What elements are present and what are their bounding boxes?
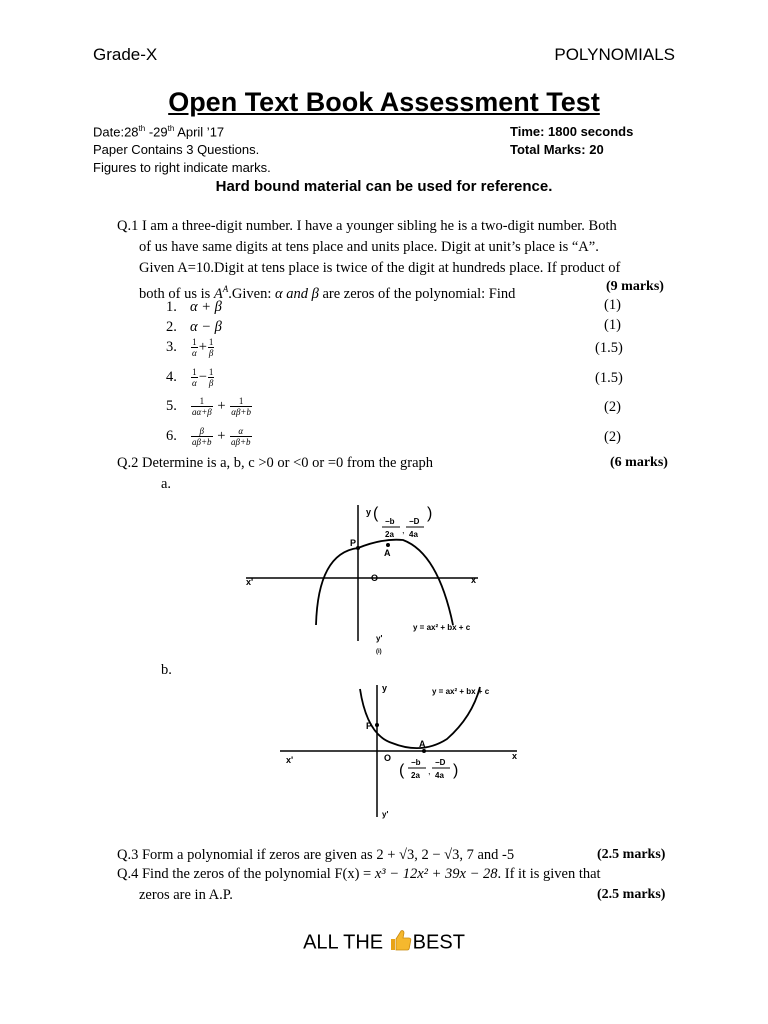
marks-info: Figures to right indicate marks. <box>93 160 271 175</box>
topic-label: POLYNOMIALS <box>554 45 675 64</box>
q1-line-4: both of us is $A^A.Given$: α and β are zeros of the polynomial: Find <box>139 284 516 302</box>
reference-note: Hard bound material can be used for reference. <box>215 178 553 195</box>
svg-text:,: , <box>402 525 405 535</box>
graph-a-equation: y = ax² + bx + c <box>413 623 471 632</box>
svg-text:−b: −b <box>411 758 421 767</box>
q2-text: Q.2 Determine is a, b, c >0 or <0 or =0 from the graph <box>117 455 434 471</box>
graph-a <box>238 493 534 663</box>
svg-text:,: , <box>428 766 431 776</box>
q1-item-4-marks: (1.5) <box>595 370 623 386</box>
graph-a-xprime-label: x' <box>246 577 254 587</box>
q4-marks: (2.5 marks) <box>597 887 666 902</box>
thumbs-up-icon <box>389 928 413 958</box>
graph-b-equation: y = ax² + bx + c <box>432 687 490 696</box>
svg-text:): ) <box>453 762 459 779</box>
graph-b <box>272 677 542 827</box>
q1-line-2: of us have same digits at tens place and units place. Digit at unit’s place is “A”. <box>139 239 599 255</box>
q1-item-5: 5. $\frac{1}{a\alpha+\beta}$ + $\frac{1}{\alpha\beta+b}$ <box>166 396 251 418</box>
svg-text:−D: −D <box>435 758 446 767</box>
svg-text:): ) <box>427 505 433 522</box>
q1-item-3-marks: (1.5) <box>595 340 623 356</box>
graph-b-p-label: P <box>366 721 373 731</box>
svg-text:(: ( <box>399 762 405 779</box>
time-info: Time: 1800 seconds <box>510 124 634 139</box>
graph-b-vertex <box>422 749 426 753</box>
q4-line-1: Q.4 Find the zeros of the polynomial F(x) = x³ − 12x² + 39x − 28. If it is given that <box>117 866 601 882</box>
graph-b-vertex-label: A <box>419 739 426 749</box>
graph-a-vertex-label: A <box>384 548 391 558</box>
q2-label-b: b. <box>161 662 172 678</box>
q1-item-5-marks: (2) <box>604 399 621 415</box>
svg-text:−D: −D <box>409 517 420 526</box>
graph-b-point-p <box>375 723 379 727</box>
graph-b-y-label: y <box>382 683 388 693</box>
q1-item-3: 3. $\frac{1}{\alpha}$ + $\frac{1}{\beta}$ <box>166 337 214 359</box>
closing-message: ALL THE BEST <box>0 928 768 958</box>
q1-item-1-marks: (1) <box>604 297 621 313</box>
q1-marks: (9 marks) <box>606 279 664 294</box>
graph-a-point-p <box>356 546 360 550</box>
graph-b-x-label: x <box>512 751 518 761</box>
graph-a-origin-label: O <box>371 573 379 583</box>
total-marks: Total Marks: 20 <box>510 142 604 157</box>
svg-text:−b: −b <box>385 517 395 526</box>
grade-label: Grade-X <box>93 45 158 64</box>
svg-text:2a: 2a <box>411 771 420 780</box>
graph-a-yprime-label: y' <box>376 634 383 643</box>
q1-line-3: Given A=10.Digit at tens place is twice of the digit at hundreds place. If product of <box>139 260 621 276</box>
q1-item-4: 4. $\frac{1}{\alpha}$ − $\frac{1}{\beta}$ <box>166 367 214 389</box>
q1-item-2-marks: (1) <box>604 317 621 333</box>
q1-item-6: 6. $\frac{\beta}{a\beta+b}$ + $\frac{\alpha}{a\beta+b}$ <box>166 426 251 448</box>
graph-a-y-label: y <box>366 507 372 517</box>
q1-item-6-marks: (2) <box>604 429 621 445</box>
graph-a-p-label: P <box>350 538 357 548</box>
q1-item-2: 2. α − β <box>166 319 222 335</box>
q4-line-2: zeros are in A.P. <box>139 887 233 903</box>
q3-marks: (2.5 marks) <box>597 847 666 862</box>
page-title: Open Text Book Assessment Test <box>168 87 600 117</box>
q1-item-1: 1. α + β <box>166 299 222 315</box>
svg-text:2a: 2a <box>385 530 394 539</box>
date-line: Date:28th -29th April ’17 <box>93 124 225 140</box>
graph-b-origin-label: O <box>384 753 392 763</box>
graph-b-yprime-label: y' <box>382 810 389 819</box>
q1-line-1: Q.1 I am a three-digit number. I have a younger sibling he is a two-digit number. Both <box>117 218 617 234</box>
q3-text: Q.3 Form a polynomial if zeros are given as 2 + √3, 2 − √3, 7 and -5 <box>117 847 515 863</box>
graph-a-caption: (i) <box>376 649 382 655</box>
svg-text:4a: 4a <box>435 771 444 780</box>
q2-label-a: a. <box>161 476 172 492</box>
svg-text:(: ( <box>373 505 379 522</box>
q2-marks: (6 marks) <box>610 455 668 470</box>
questions-info: Paper Contains 3 Questions. <box>93 142 260 157</box>
svg-text:4a: 4a <box>409 530 418 539</box>
graph-a-vertex <box>386 543 390 547</box>
graph-a-x-label: x <box>471 575 477 585</box>
graph-b-xprime-label: x' <box>286 755 294 765</box>
